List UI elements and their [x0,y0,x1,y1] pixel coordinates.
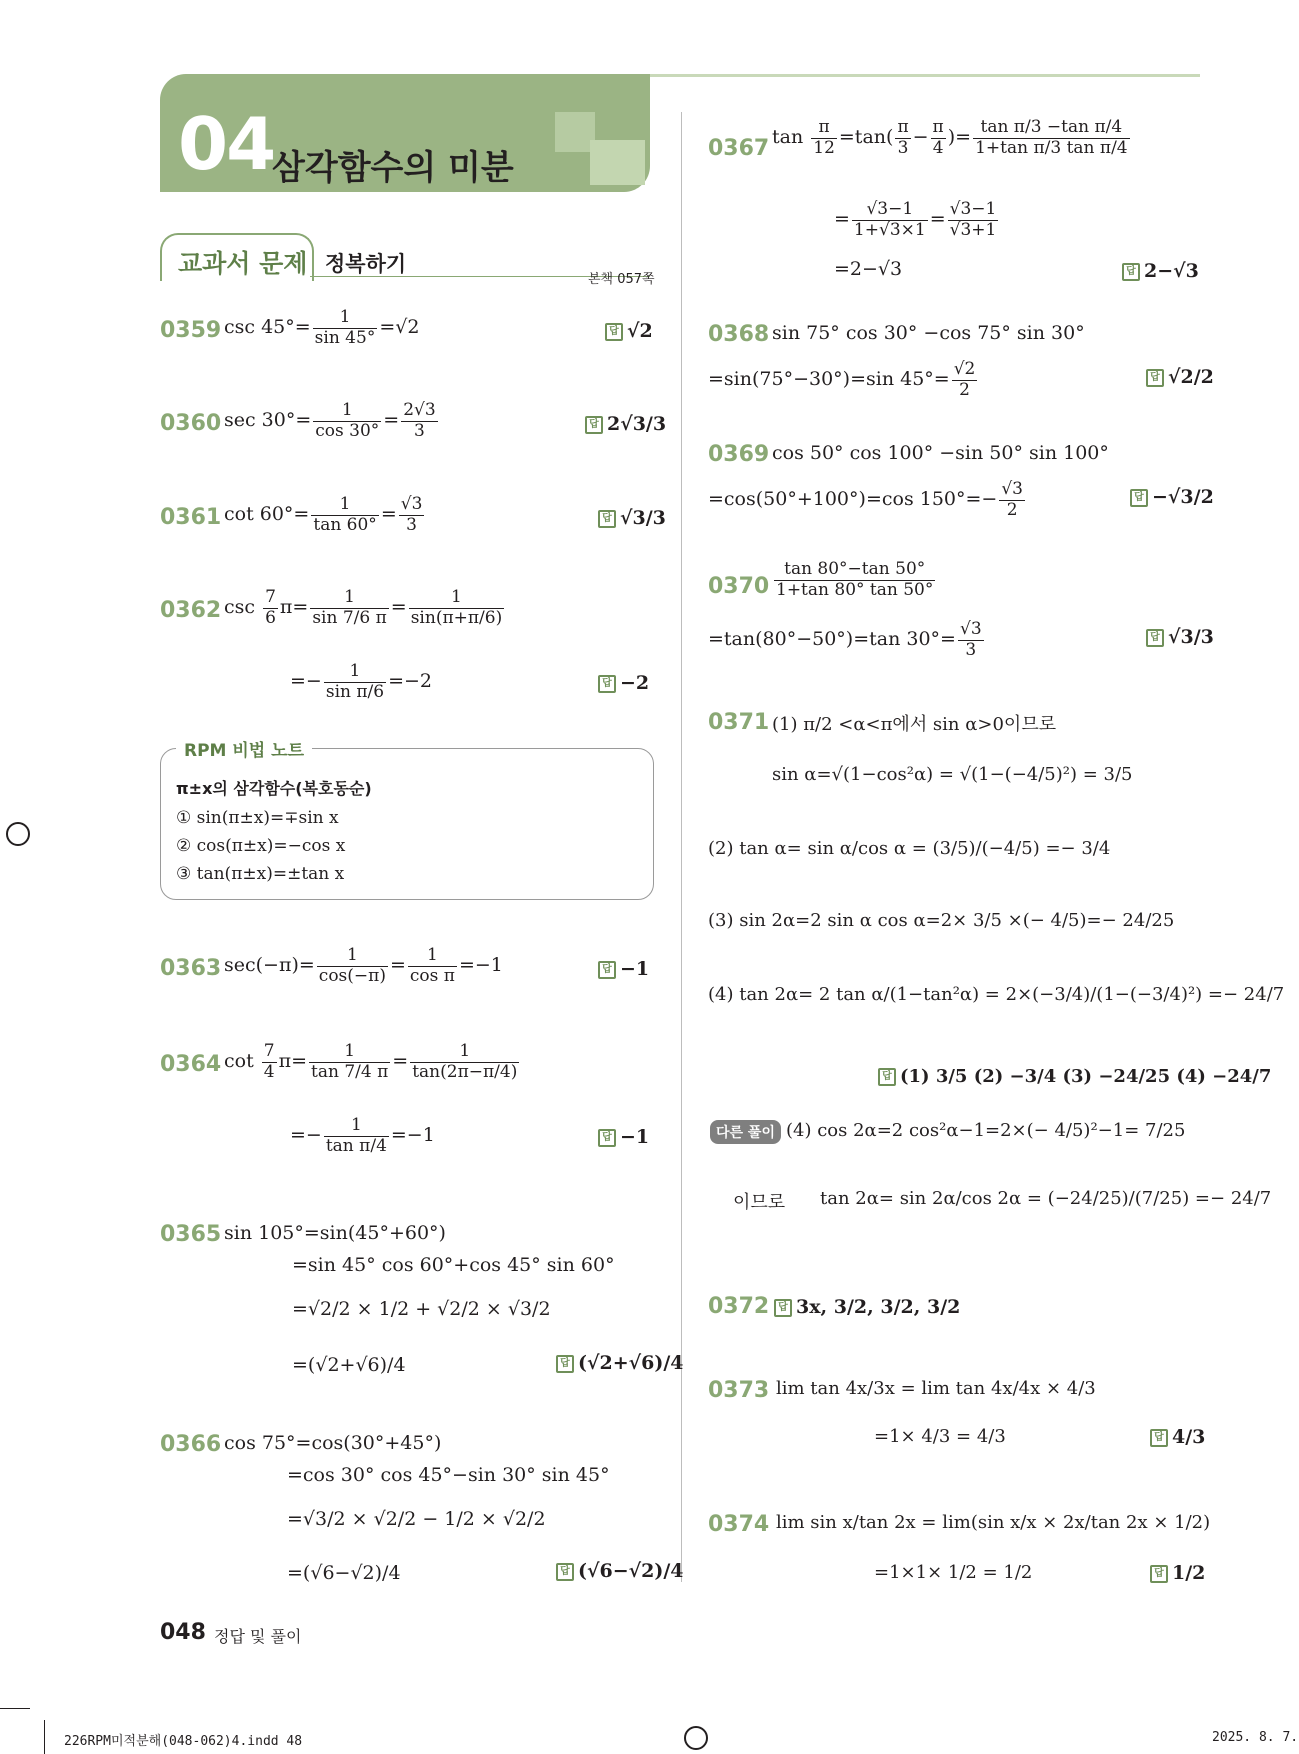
answer: 답 (√6−√2)/4 [556,1560,683,1582]
answer: 답 3x, 3/2, 3/2, 3/2 [774,1296,960,1318]
equation: (4) cos 2α=2 cos²α−1=2×(− 4/5)²−1= 7/25 [786,1120,1186,1141]
equation: tan 2α= sin 2α/cos 2α = (−24/25)/(7/25) =− 24/7 [820,1188,1272,1209]
problem-number: 0374 [708,1512,770,1537]
equation: sec(−π)= $\frac{1}{\cos(-\pi)}$ = $\frac{1}{\text{cos π}}$ =−1 [224,945,503,986]
problem-number: 0364 [160,1052,222,1077]
equation: cot 60°= $\frac{1}{\tan 60^\circ}$ = $\frac{√3}{3}$ [224,494,423,535]
problem-number: 0373 [708,1378,770,1403]
note-item: ② cos(π±x)=−cos x [176,836,346,856]
problem-number: 0372 [708,1294,770,1319]
problem-number: 0367 [708,136,770,161]
header-decoration-2 [590,140,645,185]
equation: =(√6−√2)/4 [287,1562,401,1584]
equation: sin 75° cos 30° −cos 75° sin 30° [772,322,1085,344]
equation: sin α=√(1−cos²α) = √(1−(−4/5)²) = 3/5 [772,764,1133,785]
page-ref: 본책 057쪽 [588,272,655,287]
equation: cos 75°=cos(30°+45°) [224,1432,442,1454]
equation: lim sin x/tan 2x = lim(sin x/x × 2x/tan 2x × 1/2) [776,1512,1211,1533]
equation: cos 50° cos 100° −sin 50° sin 100° [772,442,1109,464]
page-number: 048 [160,1620,206,1645]
equation: cot $\frac{7}{4}$ π= $\frac{1}{\tan 7/4 \pi}$ = $\frac{1}{\tan(2\pi-\pi/4)}$ [224,1041,518,1082]
problem-number: 0368 [708,322,770,347]
answer: 답 −1 [598,1126,649,1148]
answer: 답 4/3 [1150,1426,1205,1448]
chapter-number: 04 [178,102,275,186]
section-tab-sub: 정복하기 [325,252,407,276]
note-title: π±x의 삼각함수(복호동순) [176,779,372,798]
answer: 답 √3/3 [598,507,666,529]
problem-number: 0370 [708,574,770,599]
equation: (3) sin 2α=2 sin α cos α=2× 3/5 ×(− 4/5)=− 24/25 [708,910,1175,931]
equation: =cos(50°+100°)=cos 150°=− $\frac{√3}{2}$ [708,479,1023,520]
equation: =− $\frac{1}{\text{tan π/4}}$ =−1 [290,1115,435,1156]
equation: =sin(75°−30°)=sin 45°= $\frac{√2}{2}$ [708,359,976,400]
equation: tan $\frac{\pi}{12}$ =tan( $\frac{\pi}{3}$ − $\frac{\pi}{4}$ )= $\frac{\text{tan π/3 −tan π/4}}{\text{1+tan π/3 tan π/4}}$ [772,117,1128,158]
chapter-title: 삼각함수의 미분 [272,148,514,188]
equation: = $\frac{√3-1}{1+√3\times 1}$ = $\frac{√3-1}{√3+1}$ [834,199,997,240]
equation: csc $\frac{7}{6}$ π= $\frac{1}{\sin 7/6 \pi}$ = $\frac{1}{\sin(\pi+\pi/6)}$ [224,587,503,628]
problem-number: 0369 [708,442,770,467]
note-item: ① sin(π±x)=∓sin x [176,808,339,828]
equation: =− $\frac{1}{\text{sin π/6}}$ =−2 [290,661,433,702]
problem-number: 0371 [708,710,770,735]
answer: 답 −2 [598,672,649,694]
equation: (1) π/2 <α<π에서 sin α>0이므로 [772,714,1057,735]
equation: =(√2+√6)/4 [292,1354,406,1376]
answer: 답 √2/2 [1146,366,1214,388]
equation: lim tan 4x/3x = lim tan 4x/4x × 4/3 [776,1378,1096,1399]
equation: sin 105°=sin(45°+60°) [224,1222,446,1244]
note-badge: RPM 비법 노트 [176,736,312,761]
equation: =1× 4/3 = 4/3 [874,1426,1006,1447]
equation: $\frac{\tan 80^\circ-\tan 50^\circ}{1+\tan 80^\circ \tan 50^\circ}$ [776,559,934,600]
footer-rule-left [0,1708,30,1709]
file-name: 226RPM미적분해(048-062)4.indd 48 [64,1734,303,1749]
problem-number: 0362 [160,598,222,623]
answer: 답 √2 [605,320,653,342]
equation: =√3/2 × √2/2 − 1/2 × √2/2 [287,1508,546,1530]
answer: 답 −1 [598,958,649,980]
equation: =1×1× 1/2 = 1/2 [874,1562,1033,1583]
equation: (2) tan α= sin α/cos α = (3/5)/(−4/5) =− 3/4 [708,838,1111,859]
problem-number: 0363 [160,956,222,981]
footer-rule-v [44,1720,45,1754]
equation: (4) tan 2α= 2 tan α/(1−tan²α) = 2×(−3/4)/(1−(−3/4)²) =− 24/7 [708,984,1285,1005]
equation: =cos 30° cos 45°−sin 30° sin 45° [287,1464,610,1486]
answer: 답 2√3/3 [585,413,666,435]
alt-solution-badge: 다른 풀이 [710,1120,781,1144]
equation: =2−√3 [834,258,903,280]
equation: =sin 45° cos 60°+cos 45° sin 60° [292,1254,615,1276]
problem-number: 0366 [160,1432,222,1457]
header-line [650,74,1200,77]
answer: 답 2−√3 [1122,260,1199,282]
print-date: 2025. 8. 7. [1212,1730,1299,1745]
problem-number: 0359 [160,318,222,343]
equation: =tan(80°−50°)=tan 30°= $\frac{√3}{3}$ [708,619,982,660]
equation: csc 45°= $\frac{1}{\sin 45^\circ}$ =√2 [224,307,420,348]
alt-solution-prefix: 이므로 [733,1192,786,1213]
registration-mark-icon [6,822,30,846]
note-item: ③ tan(π±x)=±tan x [176,864,345,884]
equation: sec 30°= $\frac{1}{\cos 30^\circ}$ = $\frac{2√3}{3}$ [224,400,436,441]
problem-number: 0361 [160,505,222,530]
answer: 답 −√3/2 [1130,486,1214,508]
problem-number: 0365 [160,1222,222,1247]
answer: 답 1/2 [1150,1562,1205,1584]
answer: 답 √3/3 [1146,626,1214,648]
answer: 답 (1) 3/5 (2) −3/4 (3) −24/25 (4) −24/7 [878,1066,1271,1087]
problem-number: 0360 [160,411,222,436]
equation: =√2/2 × 1/2 + √2/2 × √3/2 [292,1298,551,1320]
registration-mark-icon [684,1726,708,1750]
section-tab-main: 교과서 문제 [178,249,308,278]
header-decoration [555,112,595,152]
answer: 답 (√2+√6)/4 [556,1352,683,1374]
page-label: 정답 및 풀이 [214,1627,302,1646]
